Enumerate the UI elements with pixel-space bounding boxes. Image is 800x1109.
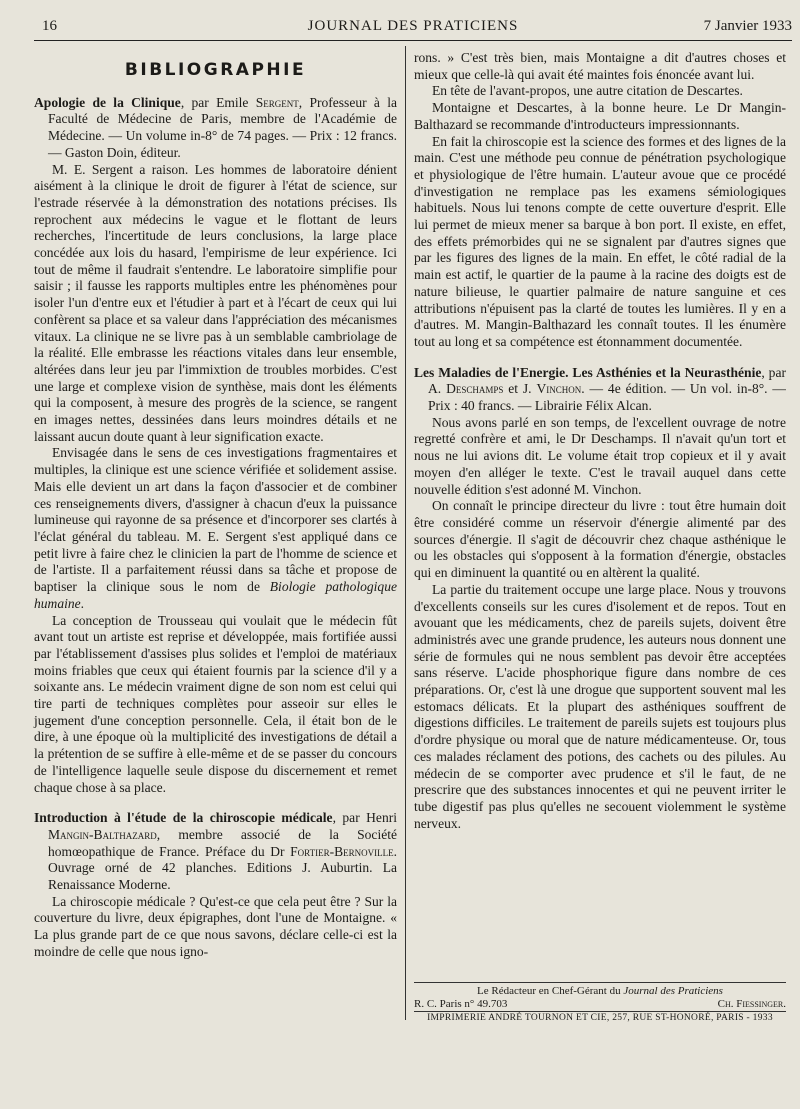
- column-divider: [405, 46, 406, 1020]
- book-entry-chiroscopie: Introduction à l'étude de la chiroscopie médicale, par Henri Mangin-Balthazard, membre associé de la Société homœopathique de France. Préface du Dr Fortier-Bernoville. Ouvrage orné de 42 planches. Editions J. Auburtin. La Renaissance Moderne.: [34, 810, 397, 893]
- paragraph: Nous avons parlé en son temps, de l'excellent ouvrage de notre regretté confrère et ami, le Dr Deschamps. Il n'avait qu'un tort et nous ne lui avions dit. Le volume était trop copieux et il y avait moyen d'en alléger le texte. C'est le travail auquel dans cette nouvelle édition s'est adonné M. Vinchon.: [414, 414, 786, 497]
- book-title: Les Maladies de l'Energie. Les Asthénies et la Neurasthénie: [414, 364, 762, 380]
- footer-rule-bottom: [414, 1011, 786, 1012]
- editor-line: Le Rédacteur en Chef-Gérant du Journal des Praticiens: [477, 985, 723, 997]
- issue-date: 7 Janvier 1933: [703, 18, 792, 34]
- author-name: Vinchon: [536, 381, 582, 397]
- left-column: [34, 50, 397, 961]
- paragraph: La chiroscopie médicale ? Qu'est-ce que cela peut être ? Sur la couverture du livre, deux épigraphes, dont l'une de Montaigne. « La plus grande part de ce que nous savons, déclare celle-ci est la moindre de celle que nous igno-: [34, 893, 397, 959]
- registration-number: R. C. Paris n° 49.703: [414, 998, 508, 1010]
- author-name: Sergent: [255, 94, 299, 110]
- paragraph: En tête de l'avant-propos, une autre citation de Descartes.: [432, 83, 743, 99]
- footer-rule-top: [414, 982, 786, 983]
- book-title: Apologie de la Clinique: [34, 94, 181, 110]
- book-entry-apologie: Apologie de la Clinique, par Emile Sergent, Professeur à la Faculté de Médecine de Paris, membre de l'Académie de Médecine. — Un volume in-8° de 74 pages. — Prix : 12 francs. — Gaston Doin, éditeur.: [34, 94, 397, 160]
- header-rule: [34, 40, 792, 41]
- page-number: 16: [42, 18, 57, 34]
- imprint-block: [414, 985, 786, 1011]
- page-header: [34, 14, 792, 36]
- editor-signature: Ch. Fiessinger.: [717, 998, 786, 1010]
- journal-title: JOURNAL DES PRATICIENS: [307, 18, 519, 34]
- author-name: Deschamps: [446, 381, 504, 397]
- paragraph: M. E. Sergent a raison. Les hommes de laboratoire dénient aisément à la clinique le droit de figurer à l'état de science, sur l'estrade réservée à la démonstration des notations précises. Ils reprochent aux médecins le vague et le flottant de leurs recherches, l'incertitude de leurs conclusions, la large place concédée aux lois du hasard, l'empirisme de leur expérience. Ici tout de même il faudrait s'entendre. Le laboratoire simplifie pour saisir ; il fausse les rapports multiples entre les phénomènes pour isoler l'un d'entre eux et l'étudier à part et à l'écart de ceux qui lui confèrent sa place et sa valeur dans l'appréciation des mécanismes vitaux. La clinique ne se livre pas à un semblable cambriolage de la réalité. Elle embrasse les réactions vitales dans leur ensemble, altérées dans leur jeu par l'immixtion de troubles morbides. C'est une large et complexe vision de synthèse, mais dont les éléments qui la composent, à mesure des progrès de la science, se rangent en images nettes, dessinées dans leurs moindres détails et ne laissant aucun doute quant à leur signification exacte.: [34, 161, 397, 444]
- paragraph: On connaît le principe directeur du livre : tout être humain doit être considéré comme un réservoir d'énergie alimenté par des sources d'énergie. Il s'agit de découvrir chez chaque asthénique le ou les obstacles qui s'opposent à la formation d'énergie, obstacles qui en diminuent la quantité ou en altèrent la qualité.: [414, 498, 786, 581]
- paragraph: Montaigne et Descartes, à la bonne heure. Le Dr Mangin-Balthazard se recommande d'introducteurs impressionnants.: [414, 100, 786, 132]
- paragraph: En fait la chiroscopie est la science des formes et des lignes de la main. C'est une méthode peu connue de pénétration psychologique et physiologique de l'être humain. L'auteur avoue que ce procédé d'investigation ne remplace pas les examens sémiologiques habituels. Nous lui tenons compte de cette ouverture d'esprit. Elle lui permet de mieux mener sa barque à bon port. Il existe, en effet, des effets prémorbides qui ne se signalent par d'autres signes que par les figures des lignes de la main. En effet, le côté radial de la main est actif, le quartier de la paume à la racine des doigts est de nature bilieuse, le quartier palmaire de nature sanguine et ces attributions n'épuisent pas la clarté de toutes les lumières. Il y en a d'autres. M. Mangin-Balthazard les connaît toutes. Il les énumère tout au long et sa compétence est étonnamment documentée.: [414, 133, 786, 349]
- paragraph: La conception de Trousseau qui voulait que le médecin fût avant tout un artiste est reprise et développée, mais fortifiée aussi par l'établissement d'assises plus solides et l'emploi de matériaux moins friables que ceux qui étaient fournis par la science d'il y a soixante ans. Le médecin vraiment digne de son nom est celui qui tire parti de techniques complètes pour asseoir sur elles le jugement d'une conception personnelle. Cela, il était bon de le dire, à une époque où la multiplicité des investigations de détail a la prétention de se suffire à elle-même et de se passer du concours de l'intelligence laquelle seule dispose du discernement et remet chaque chose à sa place.: [34, 612, 397, 795]
- printer-line: IMPRIMERIE ANDRÉ TOURNON ET CIE, 257, RUE ST-HONORÉ, PARIS - 1933: [427, 1013, 773, 1023]
- book-title: Introduction à l'étude de la chiroscopie médicale: [34, 810, 333, 826]
- book-entry-maladies-energie: Les Maladies de l'Energie. Les Asthénies et la Neurasthénie, par A. Deschamps et J. Vinchon. — 4e édition. — Un vol. in-8°. — Prix : 40 francs. — Librairie Félix Alcan.: [414, 364, 786, 414]
- paragraph: Envisagée dans le sens de ces investigations fragmentaires et multiples, la clinique est une science vérifiée et solidement assise. Mais elle devient un art dans la façon d'associer et de combiner ces renseignements divers, d'assigner à chacun d'eux la puissance lumineuse qui rayonne de sa présence et d'incorporer ses clartés à l'éclat général du tableau. M. E. Sergent s'est appliqué dans ce petit livre à faire chez le clinicien la part de l'homme de science et de l'artiste. Il a parfaitement réussi dans sa tâche et propose de baptiser la clinique sous le nom de Biologie pathologique humaine.: [34, 445, 397, 611]
- preface-author: Fortier-Bernoville: [290, 843, 394, 859]
- paragraph: rons. » C'est très bien, mais Montaigne a dit d'autres choses et mieux que celle-là qui avait été maintes fois énoncée avant lui.: [414, 50, 786, 82]
- paragraph: La partie du traitement occupe une large place. Nous y trouvons d'excellents conseils sur les cures d'isolement et de repos. Tout en avouant que les médicaments, chez de pareils sujets, doivent être administrés avec une grande prudence, les auteurs nous donnent une série de formules qui ne nous semblent pas devoir être acceptées sans réserve. L'acide phosphorique figure dans nombre de ces préparations. Or, c'est là une drogue que supportent souvent mal les estomacs délicats. Et la plupart des asthéniques souffrent de digestions difficiles. Le traitement de pareils sujets est toujours plus d'ordre physique ou moral que de nature médicamenteuse. Or, tous ces malades réclament des potions, des cachets ou des pilules. Au médecin de se comporter avec prudence et s'il le faut, de ne prescrire que des substances innocentes et qui ne peuvent irriter le tube digestif pas plus qu'elles ne secouent violemment le système nerveux.: [414, 581, 786, 831]
- section-title: BIBLIOGRAPHIE: [124, 60, 307, 80]
- author-name: Mangin-Balthazard: [48, 826, 157, 842]
- right-column: [414, 50, 786, 832]
